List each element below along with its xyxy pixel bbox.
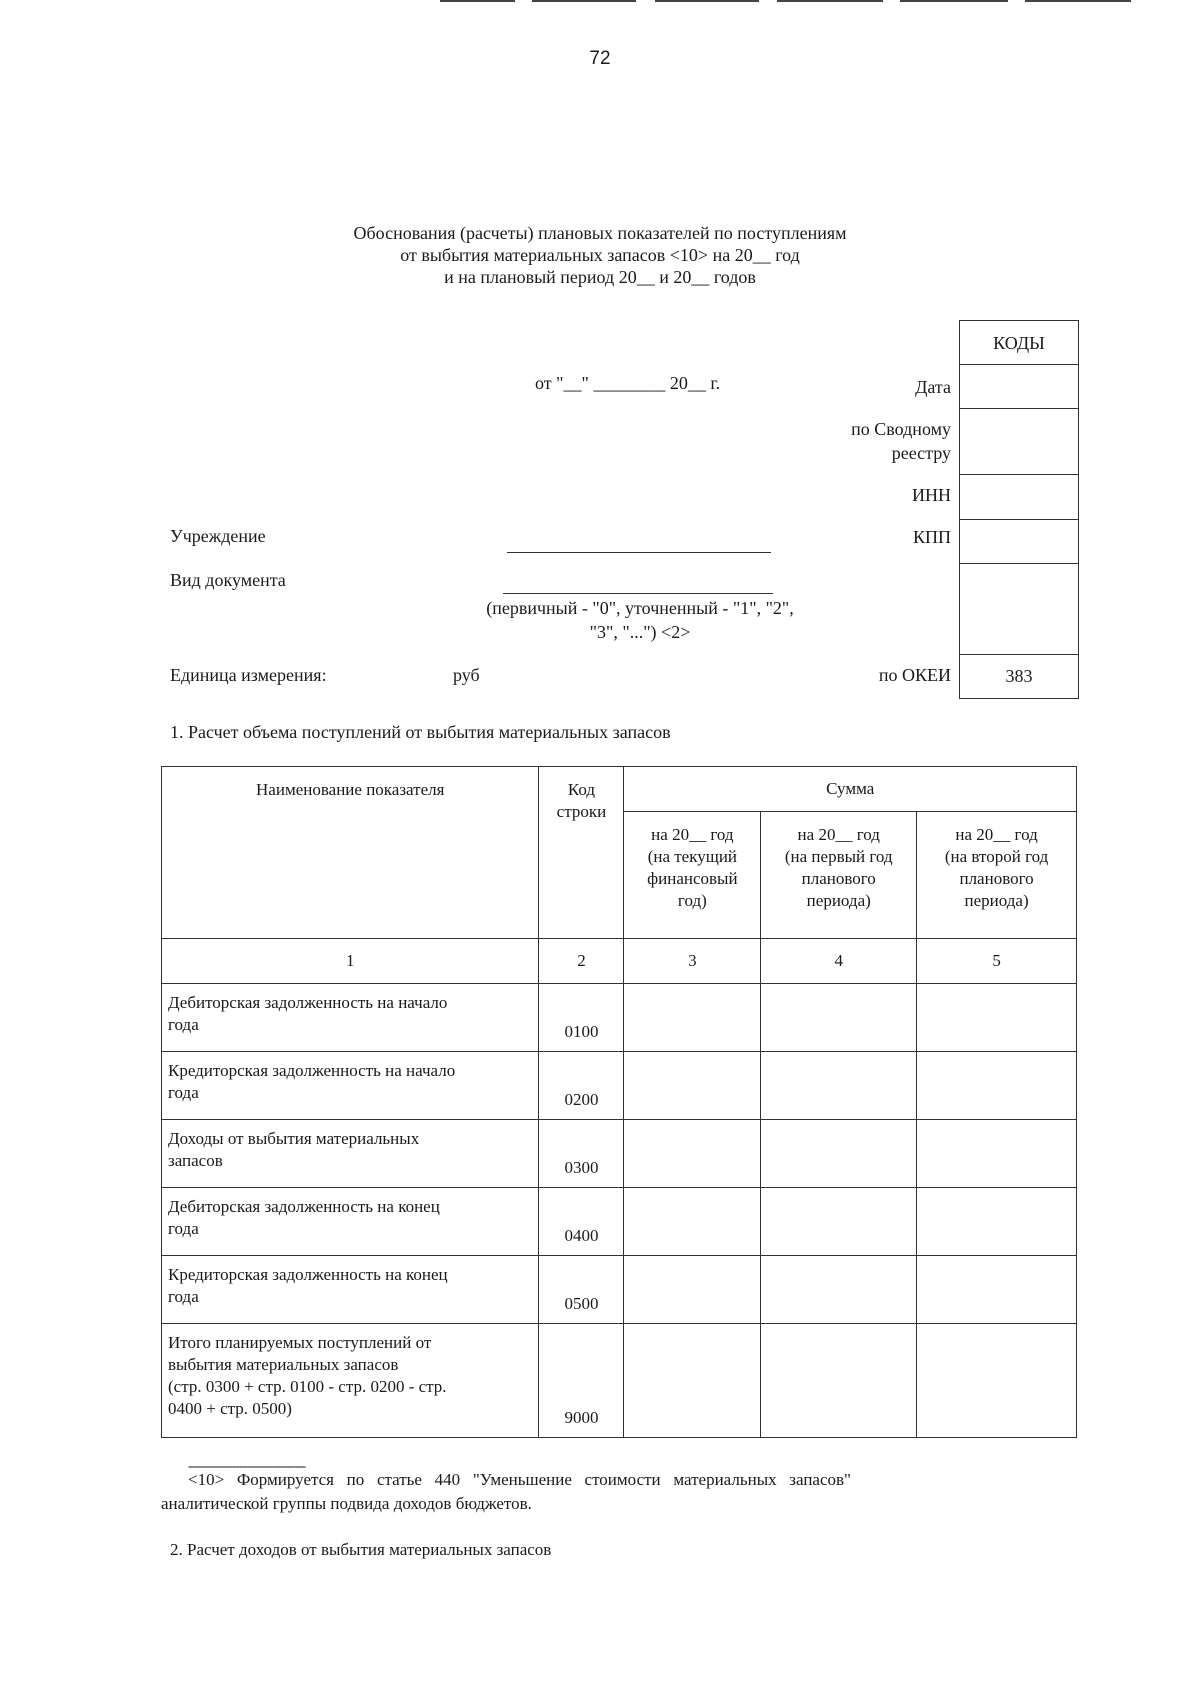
header-col3: на 20__ год (на текущий финансовый год): [624, 812, 761, 939]
header-sum: Сумма: [624, 767, 1077, 812]
row-name: Дебиторская задолженность на конец года: [162, 1188, 539, 1256]
doc-type-label: Вид документа: [170, 570, 286, 590]
section2-title: 2. Расчет доходов от выбытия материальных запасов: [170, 1540, 552, 1559]
header-name: Наименование показателя: [162, 767, 539, 939]
row-code: 0100: [539, 984, 624, 1052]
page-number: 72: [589, 48, 611, 69]
codes-kpp-cell: [960, 520, 1078, 564]
row-value-cell[interactable]: [624, 1256, 761, 1324]
table-row: [162, 1188, 1077, 1256]
table-row: [162, 1324, 1077, 1438]
column-number: 3: [624, 939, 761, 984]
row-value-cell[interactable]: [761, 984, 917, 1052]
row-value-cell[interactable]: [917, 1256, 1077, 1324]
codes-date-cell: [960, 365, 1078, 409]
row-value-cell[interactable]: [624, 1052, 761, 1120]
document-title: Обоснования (расчеты) плановых показателей по поступлениям от выбытия материальных запасов <10> на 20__ год и на плановый период 20__ и 20__ годов: [353, 223, 847, 287]
row-name: Итого планируемых поступлений от выбытия материальных запасов (стр. 0300 + стр. 0100 - стр. 0200 - стр. 0400 + стр. 0500): [162, 1324, 539, 1438]
row-value-cell[interactable]: [624, 984, 761, 1052]
table-header-row: [162, 767, 1077, 812]
row-value-cell[interactable]: [917, 1052, 1077, 1120]
row-value-cell[interactable]: [917, 1188, 1077, 1256]
top-rule: [1025, 0, 1131, 2]
codes-title: КОДЫ: [960, 321, 1078, 365]
header-col4: на 20__ год (на первый год планового периода): [761, 812, 917, 939]
codes-inn-cell: [960, 475, 1078, 520]
top-rule: [900, 0, 1008, 2]
column-number: 2: [539, 939, 624, 984]
row-name: Кредиторская задолженность на начало года: [162, 1052, 539, 1120]
row-value-cell[interactable]: [917, 984, 1077, 1052]
row-value-cell[interactable]: [761, 1052, 917, 1120]
row-value-cell[interactable]: [917, 1120, 1077, 1188]
codes-inn-label: ИНН: [912, 485, 951, 505]
column-number: 1: [162, 939, 539, 984]
calculation-table: [161, 766, 1077, 1438]
row-name: Кредиторская задолженность на конец года: [162, 1256, 539, 1324]
table-row: [162, 984, 1077, 1052]
row-code: 9000: [539, 1324, 624, 1438]
row-code: 0300: [539, 1120, 624, 1188]
column-number-row: [162, 939, 1077, 984]
column-number: 4: [761, 939, 917, 984]
row-value-cell[interactable]: [761, 1324, 917, 1438]
table-row: [162, 1120, 1077, 1188]
top-rule: [440, 0, 515, 2]
codes-okei-value: 383: [1005, 666, 1033, 686]
row-value-cell[interactable]: [624, 1120, 761, 1188]
codes-date-label: Дата: [915, 377, 951, 397]
row-code: 0200: [539, 1052, 624, 1120]
top-rule: [777, 0, 883, 2]
doc-type-field-line: [503, 593, 773, 594]
codes-doctype-cell: [960, 564, 1078, 655]
codes-table: [959, 320, 1079, 699]
row-name: Дебиторская задолженность на начало года: [162, 984, 539, 1052]
codes-registry-label: по Сводному реестру: [851, 419, 951, 463]
row-name: Доходы от выбытия материальных запасов: [162, 1120, 539, 1188]
codes-okei-label: по ОКЕИ: [878, 665, 951, 685]
codes-registry-cell: [960, 409, 1078, 475]
column-number: 5: [917, 939, 1077, 984]
row-code: 0400: [539, 1188, 624, 1256]
section1-title: 1. Расчет объема поступлений от выбытия материальных запасов: [170, 722, 671, 742]
row-value-cell[interactable]: [761, 1256, 917, 1324]
footnote-separator: --------------------------------: [188, 1459, 306, 1474]
header-code: Код строки: [539, 767, 624, 939]
row-value-cell[interactable]: [624, 1188, 761, 1256]
table-row: [162, 1256, 1077, 1324]
row-code: 0500: [539, 1256, 624, 1324]
unit-value: руб: [453, 665, 480, 685]
institution-field-line: [507, 552, 771, 553]
top-rule: [655, 0, 759, 2]
date-line: от "__" ________ 20__ г.: [535, 373, 721, 393]
row-value-cell[interactable]: [917, 1324, 1077, 1438]
institution-label: Учреждение: [170, 526, 266, 546]
header-col5: на 20__ год (на второй год планового периода): [917, 812, 1077, 939]
top-rule: [532, 0, 636, 2]
codes-kpp-label: КПП: [912, 527, 951, 547]
doc-type-hint: (первичный - "0", уточненный - "1", "2", "3", "...") <2>: [486, 598, 794, 642]
row-value-cell[interactable]: [624, 1324, 761, 1438]
unit-label: Единица измерения:: [170, 665, 327, 685]
table-row: [162, 1052, 1077, 1120]
row-value-cell[interactable]: [761, 1188, 917, 1256]
row-value-cell[interactable]: [761, 1120, 917, 1188]
footnote-10: <10> Формируется по статье 440 "Уменьшение стоимости материальных запасов" аналитической группы подвида доходов бюджетов.: [161, 1470, 851, 1513]
